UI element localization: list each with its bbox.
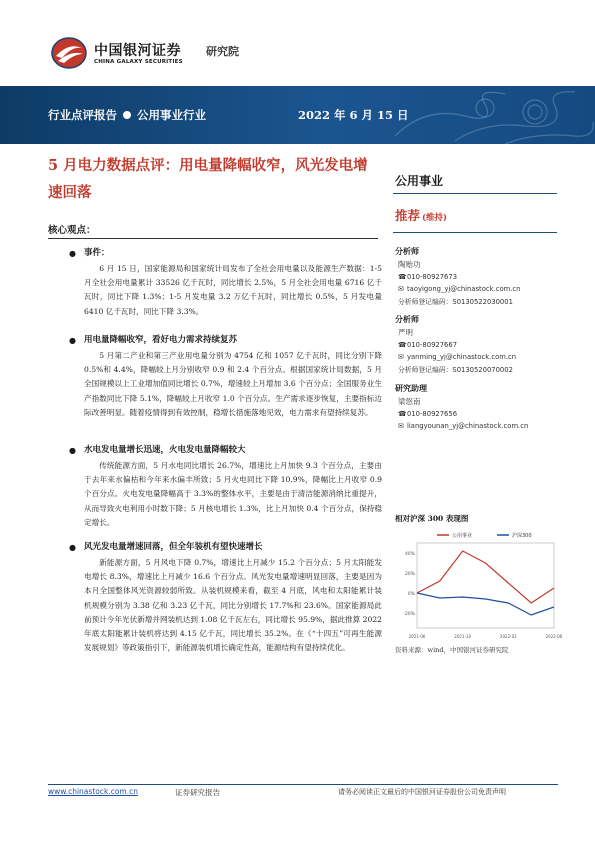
galaxy-logo-icon [50, 36, 88, 70]
rating-value: 推荐 [395, 208, 421, 223]
assistant-label: 研究助理 [395, 383, 427, 393]
y-tick-label: 40% [404, 552, 415, 557]
assistant-email[interactable] [398, 422, 528, 430]
section-heading [48, 443, 382, 457]
analyst-email-text[interactable]: yanming_yj@chinastock.com.cn [407, 353, 517, 361]
company-logo [50, 34, 270, 74]
relative-performance-chart [395, 527, 563, 642]
section-body: 新能源方面，5 月风电下降 0.7%，增速比上月减少 15.2 个百分点；5 月太阳能发电增长 8.3%，增速比上月减少 16.6 个百分点。风光发电量增速明显回落，主要是因为本月全国整体风光资源较弱所致。从装机规模来看，截至 4 月底，风电和太阳能累计装机规模分别为 3.38 亿和 3.23 亿千瓦，同比分别增长 17.7%和 23.6%。国家能源局此前预计今年光伏新增并网装机达到 1.08 亿千瓦左右，同比增长 95.9%，据此推算 2022 年底太阳能累计装机将达到 4.15 亿千瓦，同比增长 35.2%。在《“十四五”可再生能源发展规划》等政策指引下，新能源装机增长确定性高，能源结构有望持续优化。 [84, 558, 382, 653]
analyst-phone [398, 341, 457, 349]
section-hydro-thermal [48, 443, 382, 530]
sector-name: 公用事业 [395, 174, 444, 188]
section-body: 传统能源方面，5 月水电同比增长 26.7%，增速比上月加快 9.3 个百分点，主要由于去年来水偏枯和今年来水偏丰所致；5 月火电同比下降 10.9%，降幅比上月收窄 0.9 个百分点。火电发电量降幅高于 3.3%的整体水平，主要是由于清洁能源消纳比重提升，从而导致火电利用小时数下降；5 月核电增长 1.3%，比上月加快 0.4 个百分点，保持稳定增长。 [84, 461, 382, 527]
section-heading-text: 用电量降幅收窄，看好电力需求持续复苏 [84, 335, 238, 345]
x-tick-label: 2022-02 [499, 634, 517, 639]
bullet-icon: ● [69, 335, 76, 345]
x-tick-label: 2021-10 [454, 634, 472, 639]
bullet-icon: ● [69, 445, 76, 455]
section-heading-text: 水电发电量增长迅速，火电发电量降幅较大 [84, 445, 246, 455]
analyst-name: 陶贻功 [398, 260, 421, 269]
analyst-phone [398, 273, 457, 281]
phone-icon: ☎ [398, 341, 407, 349]
rating-note: (维持) [422, 213, 448, 223]
analyst-label: 分析师 [395, 246, 419, 256]
footer-disclaimer: 请务必阅读正文最后的中国银河证券股份公司免责声明 [338, 788, 506, 796]
section-heading [48, 540, 382, 554]
assistant-email-text[interactable]: liangyounan_yj@chinastock.com.cn [407, 422, 529, 430]
series-line-utilities [417, 551, 554, 603]
header-banner [0, 86, 595, 144]
section-body: 6 月 15 日，国家能源局和国家统计局发布了全社会用电量以及能源生产数据：1-5 月全社会用电量累计 33526 亿千瓦时，同比增长 2.5%，5 月全社会用电量 6716 亿千瓦时，同比下降 1.3%；1-5 月发电量 3.2 万亿千瓦时，同比增长 0.5%，5 月发电量 6410 亿千瓦时，同比下降 3.3%。 [84, 264, 382, 316]
report-type: 行业点评报告 [48, 108, 117, 122]
section-wind-solar [48, 540, 382, 655]
analyst-email[interactable] [398, 353, 516, 361]
phone-icon: ☎ [398, 410, 407, 418]
chart-svg [395, 527, 563, 642]
sidebar-divider [393, 193, 557, 194]
email-icon: ✉ [398, 353, 404, 361]
y-tick-label: -20% [403, 612, 415, 617]
analyst-label: 分析师 [395, 314, 419, 324]
email-icon: ✉ [398, 422, 404, 430]
phone-icon: ☎ [398, 273, 407, 281]
email-icon: ✉ [398, 285, 404, 293]
analyst-email-text[interactable]: taoyigong_yj@chinastock.com.cn [407, 285, 521, 293]
chart-source: 资料来源：wind，中国银河证券研究院 [395, 646, 509, 654]
x-tick-label: 2021-06 [408, 634, 426, 639]
section-heading [48, 246, 382, 260]
analyst-phone-text: 010-80927673 [407, 273, 458, 281]
industry-label: 公用事业行业 [137, 108, 206, 122]
series-line-csi300 [417, 593, 554, 615]
report-type-label [48, 107, 206, 123]
core-divider [48, 238, 378, 239]
footer-divider [48, 784, 558, 785]
separator-dot-icon [123, 111, 131, 119]
analyst-phone-text: 010-80927667 [407, 341, 458, 349]
section-heading-text: 风光发电量增速回落，但全年装机有望快速增长 [84, 542, 263, 552]
legend-label: 沪深300 [512, 533, 532, 539]
rating [395, 206, 447, 224]
assistant-name: 梁悠南 [398, 397, 421, 406]
section-event [48, 246, 382, 319]
logo-chinese-name: 中国银河证券 [94, 43, 181, 59]
bullet-icon: ● [69, 542, 76, 552]
report-date: 2022 年 6 月 15 日 [298, 108, 409, 122]
chart-title: 相对沪深 300 表现图 [395, 514, 469, 523]
analyst-name: 严明 [398, 328, 413, 337]
plot-frame [417, 543, 554, 628]
analyst-email[interactable] [398, 285, 520, 293]
section-body: 5 月第二产业和第三产业用电量分别为 4754 亿和 1057 亿千瓦时，同比分别下降 0.5%和 4.4%，降幅较上月分别收窄 0.9 和 2.4 个百分点。根据国家统计局数据，5 月全国规模以上工业增加值同比增长 0.7%，增速较上月增加 3.6 个百分点；全国服务业生产指数同比下降 5.1%，降幅较上月收窄 1.0 个百分点。生产需求逐步恢复，主要指标边际改善明显。随着疫情得到有效控制，稳增长措施落地见效，电力需求有望持续复苏。 [84, 351, 382, 417]
core-points-label: 核心观点： [48, 225, 96, 236]
x-tick-label: 2022-06 [545, 634, 563, 639]
section-heading-text: 事件： [84, 248, 110, 258]
footer-website-link[interactable]: www.chinastock.com.cn [48, 787, 138, 796]
bullet-icon: ● [69, 248, 76, 258]
section-demand [48, 333, 382, 420]
assistant-phone [398, 410, 457, 418]
analyst-cert: 分析师登记编码：S0130522030001 [398, 298, 513, 306]
sidebar-divider [393, 232, 557, 233]
legend-label: 公用事业 [452, 533, 473, 539]
report-title: 5 月电力数据点评：用电量降幅收窄，风光发电增速回落 [48, 157, 368, 201]
footer-label: 证券研究报告 [175, 788, 220, 797]
y-tick-label: 0% [407, 592, 415, 597]
institute-label: 研究院 [206, 45, 239, 58]
analyst-cert: 分析师登记编码：S0130520070002 [398, 366, 513, 374]
section-heading [48, 333, 382, 347]
logo-english-name: CHINA GALAXY SECURITIES [94, 59, 183, 65]
assistant-phone-text: 010-80927656 [407, 410, 458, 418]
y-tick-label: 20% [404, 572, 415, 577]
